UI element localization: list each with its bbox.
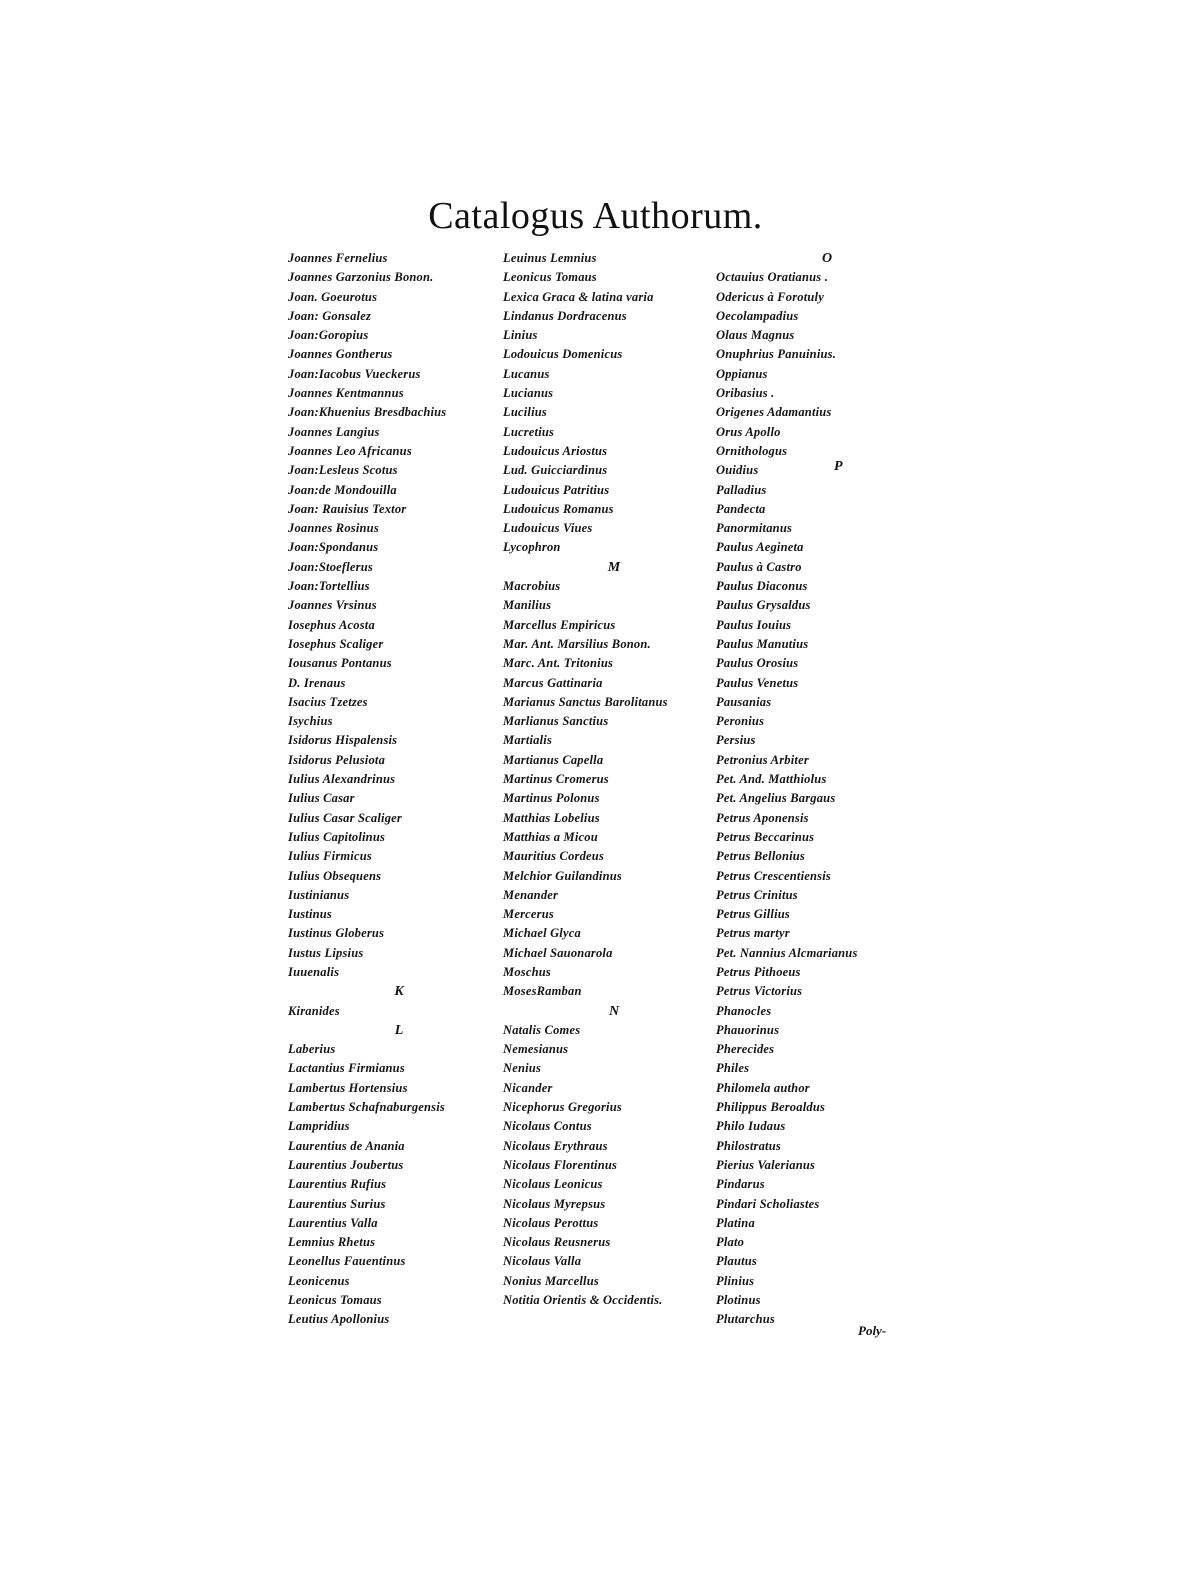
author-entry: Joannes Leo Africanus xyxy=(288,443,412,458)
author-entry: Joan:Lesleus Scotus xyxy=(288,463,398,478)
author-entry: Nicolaus Contus xyxy=(503,1119,592,1134)
author-entry: Paulus Manutius xyxy=(716,636,809,651)
author-entry: Petrus Bellonius xyxy=(716,849,805,864)
author-entry: Leuinus Lemnius xyxy=(503,251,597,265)
author-entry: Martialis xyxy=(503,733,553,748)
author-entry: Isacius Tzetzes xyxy=(288,694,368,709)
author-entry: Nicolaus Erythraus xyxy=(503,1138,608,1153)
author-entry: Laurentius Joubertus xyxy=(288,1157,404,1172)
author-entry: Joan:de Mondouilla xyxy=(288,482,397,497)
author-entry: Lambertus Hortensius xyxy=(288,1080,408,1095)
author-entry: Olaus Magnus xyxy=(716,328,795,343)
author-entry: Iulius Casar Scaliger xyxy=(288,810,402,825)
author-entry: Iosephus Scaliger xyxy=(288,636,384,651)
author-entry: Leonicus Tomaus xyxy=(503,270,597,285)
author-entry: Lambertus Schafnaburgensis xyxy=(288,1100,445,1115)
author-entry: Linius xyxy=(503,328,538,343)
author-entry: Joan:Tortellius xyxy=(288,579,370,594)
author-entry: D. Irenaus xyxy=(288,675,346,690)
author-entry: Odericus à Forotuly xyxy=(716,289,824,304)
author-entry: Nicolaus Reusnerus xyxy=(503,1235,611,1250)
author-entry: Octauius Oratianus . xyxy=(716,270,829,285)
author-entry: Iulius Firmicus xyxy=(288,849,372,864)
author-entry: Petrus Victorius xyxy=(716,984,803,999)
author-entry: Lampridius xyxy=(288,1119,350,1134)
author-entry: Kiranides xyxy=(288,1003,340,1018)
author-entry: Iosephus Acosta xyxy=(288,617,375,632)
author-entry: Leutius Apollonius xyxy=(288,1312,390,1327)
author-entry: Nicolaus Myrepsus xyxy=(503,1196,606,1211)
author-entry: Matthias Lobelius xyxy=(503,810,600,825)
author-entry: Michael Glyca xyxy=(503,926,581,941)
author-entry: Phauorinus xyxy=(716,1022,780,1037)
author-entry: Lucanus xyxy=(503,366,550,381)
catalog-column-1 xyxy=(288,249,500,1330)
author-entry: Paulus à Castro xyxy=(716,559,802,574)
author-entry: Plinius xyxy=(716,1273,755,1288)
author-entry: Joan:Iacobus Vueckerus xyxy=(288,366,421,381)
author-entry: Philippus Beroaldus xyxy=(716,1100,826,1115)
author-entry: Martinus Polonus xyxy=(503,791,600,806)
author-entry: Paulus Aegineta xyxy=(716,540,804,555)
author-entry: Paulus Diaconus xyxy=(716,579,808,594)
author-entry: Nenius xyxy=(503,1061,542,1076)
author-entry: Petrus Gillius xyxy=(716,907,790,922)
author-entry: Pet. Angelius Bargaus xyxy=(716,791,836,806)
author-entry: Onuphrius Panuinius. xyxy=(716,347,837,362)
author-entry: Joan:Stoeflerus xyxy=(288,559,373,574)
author-entry: Ornithologus xyxy=(716,443,788,458)
author-entry: Joannes Rosinus xyxy=(288,521,379,536)
author-entry: Paulus Orosius xyxy=(716,656,799,671)
author-entry: Joannes Kentmannus xyxy=(288,386,404,401)
author-entry: Pindarus xyxy=(716,1177,765,1192)
author-entry: Martinus Cromerus xyxy=(503,772,609,787)
author-entry: Lactantius Firmianus xyxy=(288,1061,405,1076)
author-entry: Oribasius . xyxy=(716,386,775,401)
author-entry: Leonicus Tomaus xyxy=(288,1293,382,1308)
catchword: Poly- xyxy=(858,1323,887,1338)
author-entry: Marianus Sanctus Barolitanus xyxy=(503,694,668,709)
author-entry: Lycophron xyxy=(503,540,561,555)
author-entry: Pausanias xyxy=(716,694,772,709)
author-entry: Oecolampadius xyxy=(716,308,799,323)
author-entry: Joannes Fernelius xyxy=(288,251,388,265)
author-entry: Pet. And. Matthiolus xyxy=(716,772,827,787)
author-entry: Iulius Alexandrinus xyxy=(288,772,396,787)
author-entry: Lindanus Dordracenus xyxy=(503,308,627,323)
author-entry: Ludouicus Romanus xyxy=(503,501,614,516)
author-entry: Isidorus Pelusiota xyxy=(288,752,386,767)
author-entry: Macrobius xyxy=(503,579,561,594)
catalog-column-3 xyxy=(716,249,928,1330)
author-entry: Marcus Gattinaria xyxy=(503,675,603,690)
author-entry: Paulus Grysaldus xyxy=(716,598,811,613)
author-entry: Joannes Langius xyxy=(288,424,380,439)
author-entry: Pandecta xyxy=(716,501,766,516)
author-entry: Petrus martyr xyxy=(716,926,790,941)
author-entry: Menander xyxy=(503,887,559,902)
author-entry: Lodouicus Domenicus xyxy=(503,347,623,362)
author-entry: Joannes Gontherus xyxy=(288,347,393,362)
author-entry: Ludouicus Patritius xyxy=(503,482,610,497)
author-entry: MosesRamban xyxy=(503,984,582,999)
author-entry: Iustus Lipsius xyxy=(288,945,364,960)
author-entry: Orus Apollo xyxy=(716,424,781,439)
author-entry: Melchior Guilandinus xyxy=(503,868,622,883)
author-entry: Petrus Beccarinus xyxy=(716,829,815,844)
author-entry: Marc. Ant. Tritonius xyxy=(503,656,614,671)
author-entry: Laurentius Surius xyxy=(288,1196,386,1211)
author-entry: Petrus Aponensis xyxy=(716,810,809,825)
catalog-column-2 xyxy=(503,249,715,1310)
author-entry: Palladius xyxy=(716,482,767,497)
author-entry: Philo Iudaus xyxy=(716,1119,786,1134)
author-entry: Iulius Obsequens xyxy=(288,868,382,883)
author-entry: Iuuenalis xyxy=(288,964,340,979)
page-title: Catalogus Authorum. xyxy=(428,195,763,237)
author-entry: Panormitanus xyxy=(716,521,793,536)
author-entry: Marlianus Sanctius xyxy=(503,714,609,729)
author-entry: Joan:Spondanus xyxy=(288,540,379,555)
author-entry: Joan. Goeurotus xyxy=(288,289,378,304)
author-entry: Lucretius xyxy=(503,424,555,439)
section-letter: K xyxy=(394,984,404,1000)
author-entry: Isidorus Hispalensis xyxy=(288,733,398,748)
author-entry: Origenes Adamantius xyxy=(716,405,832,420)
author-entry: Joan:Khuenius Bresdbachius xyxy=(288,405,447,420)
author-entry: Nicander xyxy=(503,1080,553,1095)
author-entry: Moschus xyxy=(503,964,551,979)
author-entry: Nicolaus Leonicus xyxy=(503,1177,603,1192)
author-entry: Manilius xyxy=(503,598,552,613)
author-entry: Persius xyxy=(716,733,756,748)
author-entry: Laurentius Rufius xyxy=(288,1177,387,1192)
author-entry: Ouidius xyxy=(716,463,759,478)
author-entry: Philostratus xyxy=(716,1138,781,1153)
author-entry: Paulus Venetus xyxy=(716,675,799,690)
author-entry: Lexica Graca & latina varia xyxy=(503,289,654,304)
author-entry: Nicolaus Perottus xyxy=(503,1215,599,1230)
author-entry: Petrus Pithoeus xyxy=(716,964,801,979)
author-entry: Joan:Goropius xyxy=(288,328,369,343)
author-entry: Philes xyxy=(716,1061,750,1076)
author-entry: Notitia Orientis & Occidentis. xyxy=(503,1293,663,1308)
author-entry: Phanocles xyxy=(716,1003,772,1018)
author-entry: Leonicenus xyxy=(288,1273,350,1288)
author-entry: Nicolaus Valla xyxy=(503,1254,582,1269)
author-entry: Plotinus xyxy=(716,1293,761,1308)
author-entry: Leonellus Fauentinus xyxy=(288,1254,406,1269)
author-entry: Paulus Iouius xyxy=(716,617,792,632)
author-entry: Oppianus xyxy=(716,366,768,381)
author-entry: Petrus Crescentiensis xyxy=(716,868,831,883)
author-entry: Joannes Garzonius Bonon. xyxy=(288,270,434,285)
section-letter: L xyxy=(394,1022,404,1038)
author-entry: Iousanus Pontanus xyxy=(288,656,392,671)
author-entry: Plato xyxy=(716,1235,745,1250)
author-entry: Joan: Gonsalez xyxy=(288,308,372,323)
author-entry: Ludouicus Viues xyxy=(503,521,593,536)
author-entry: Mar. Ant. Marsilius Bonon. xyxy=(503,636,651,651)
author-entry: Isychius xyxy=(288,714,333,729)
section-letter: N xyxy=(608,1003,620,1019)
author-entry: Laurentius de Anania xyxy=(288,1138,405,1153)
author-entry: Platina xyxy=(716,1215,755,1230)
author-entry: Martianus Capella xyxy=(503,752,604,767)
author-entry: Ludouicus Ariostus xyxy=(503,443,608,458)
author-entry: Matthias a Micou xyxy=(503,829,598,844)
author-entry: Joan: Rauisius Textor xyxy=(288,501,407,516)
author-entry: Natalis Comes xyxy=(503,1022,581,1037)
author-entry: Pet. Nannius Alcmarianus xyxy=(716,945,858,960)
author-entry: Mercerus xyxy=(503,907,554,922)
author-entry: Iustinianus xyxy=(288,887,350,902)
author-entry: Laberius xyxy=(288,1042,336,1057)
author-entry: Petrus Crinitus xyxy=(716,887,798,902)
author-entry: Lud. Guicciardinus xyxy=(503,463,608,478)
author-entry: Michael Sauonarola xyxy=(503,945,613,960)
author-entry: Nicephorus Gregorius xyxy=(503,1100,622,1115)
author-entry: Petronius Arbiter xyxy=(716,752,809,767)
author-entry: Marcellus Empiricus xyxy=(503,617,616,632)
section-letter: M xyxy=(607,559,621,575)
author-entry: Peronius xyxy=(716,714,765,729)
author-entry: Iustinus xyxy=(288,907,332,922)
author-entry: Iulius Capitolinus xyxy=(288,829,386,844)
author-entry: Iulius Casar xyxy=(288,791,355,806)
author-entry: Lemnius Rhetus xyxy=(288,1235,376,1250)
author-entry: Pierius Valerianus xyxy=(716,1157,816,1172)
author-entry: Philomela author xyxy=(716,1080,810,1095)
stray-section-letter: P xyxy=(834,459,843,474)
author-entry: Nemesianus xyxy=(503,1042,569,1057)
author-entry: Plutarchus xyxy=(716,1312,775,1327)
author-entry: Plautus xyxy=(716,1254,757,1269)
author-entry: Lucilius xyxy=(503,405,547,420)
author-entry: Joannes Vrsinus xyxy=(288,598,377,613)
section-letter: O xyxy=(821,251,833,266)
author-entry: Iustinus Globerus xyxy=(288,926,385,941)
author-entry: Pherecides xyxy=(716,1042,775,1057)
author-entry: Nonius Marcellus xyxy=(503,1273,599,1288)
author-entry: Nicolaus Florentinus xyxy=(503,1157,618,1172)
author-entry: Mauritius Cordeus xyxy=(503,849,605,864)
author-entry: Laurentius Valla xyxy=(288,1215,378,1230)
author-entry: Pindari Scholiastes xyxy=(716,1196,820,1211)
author-entry: Lucianus xyxy=(503,386,554,401)
